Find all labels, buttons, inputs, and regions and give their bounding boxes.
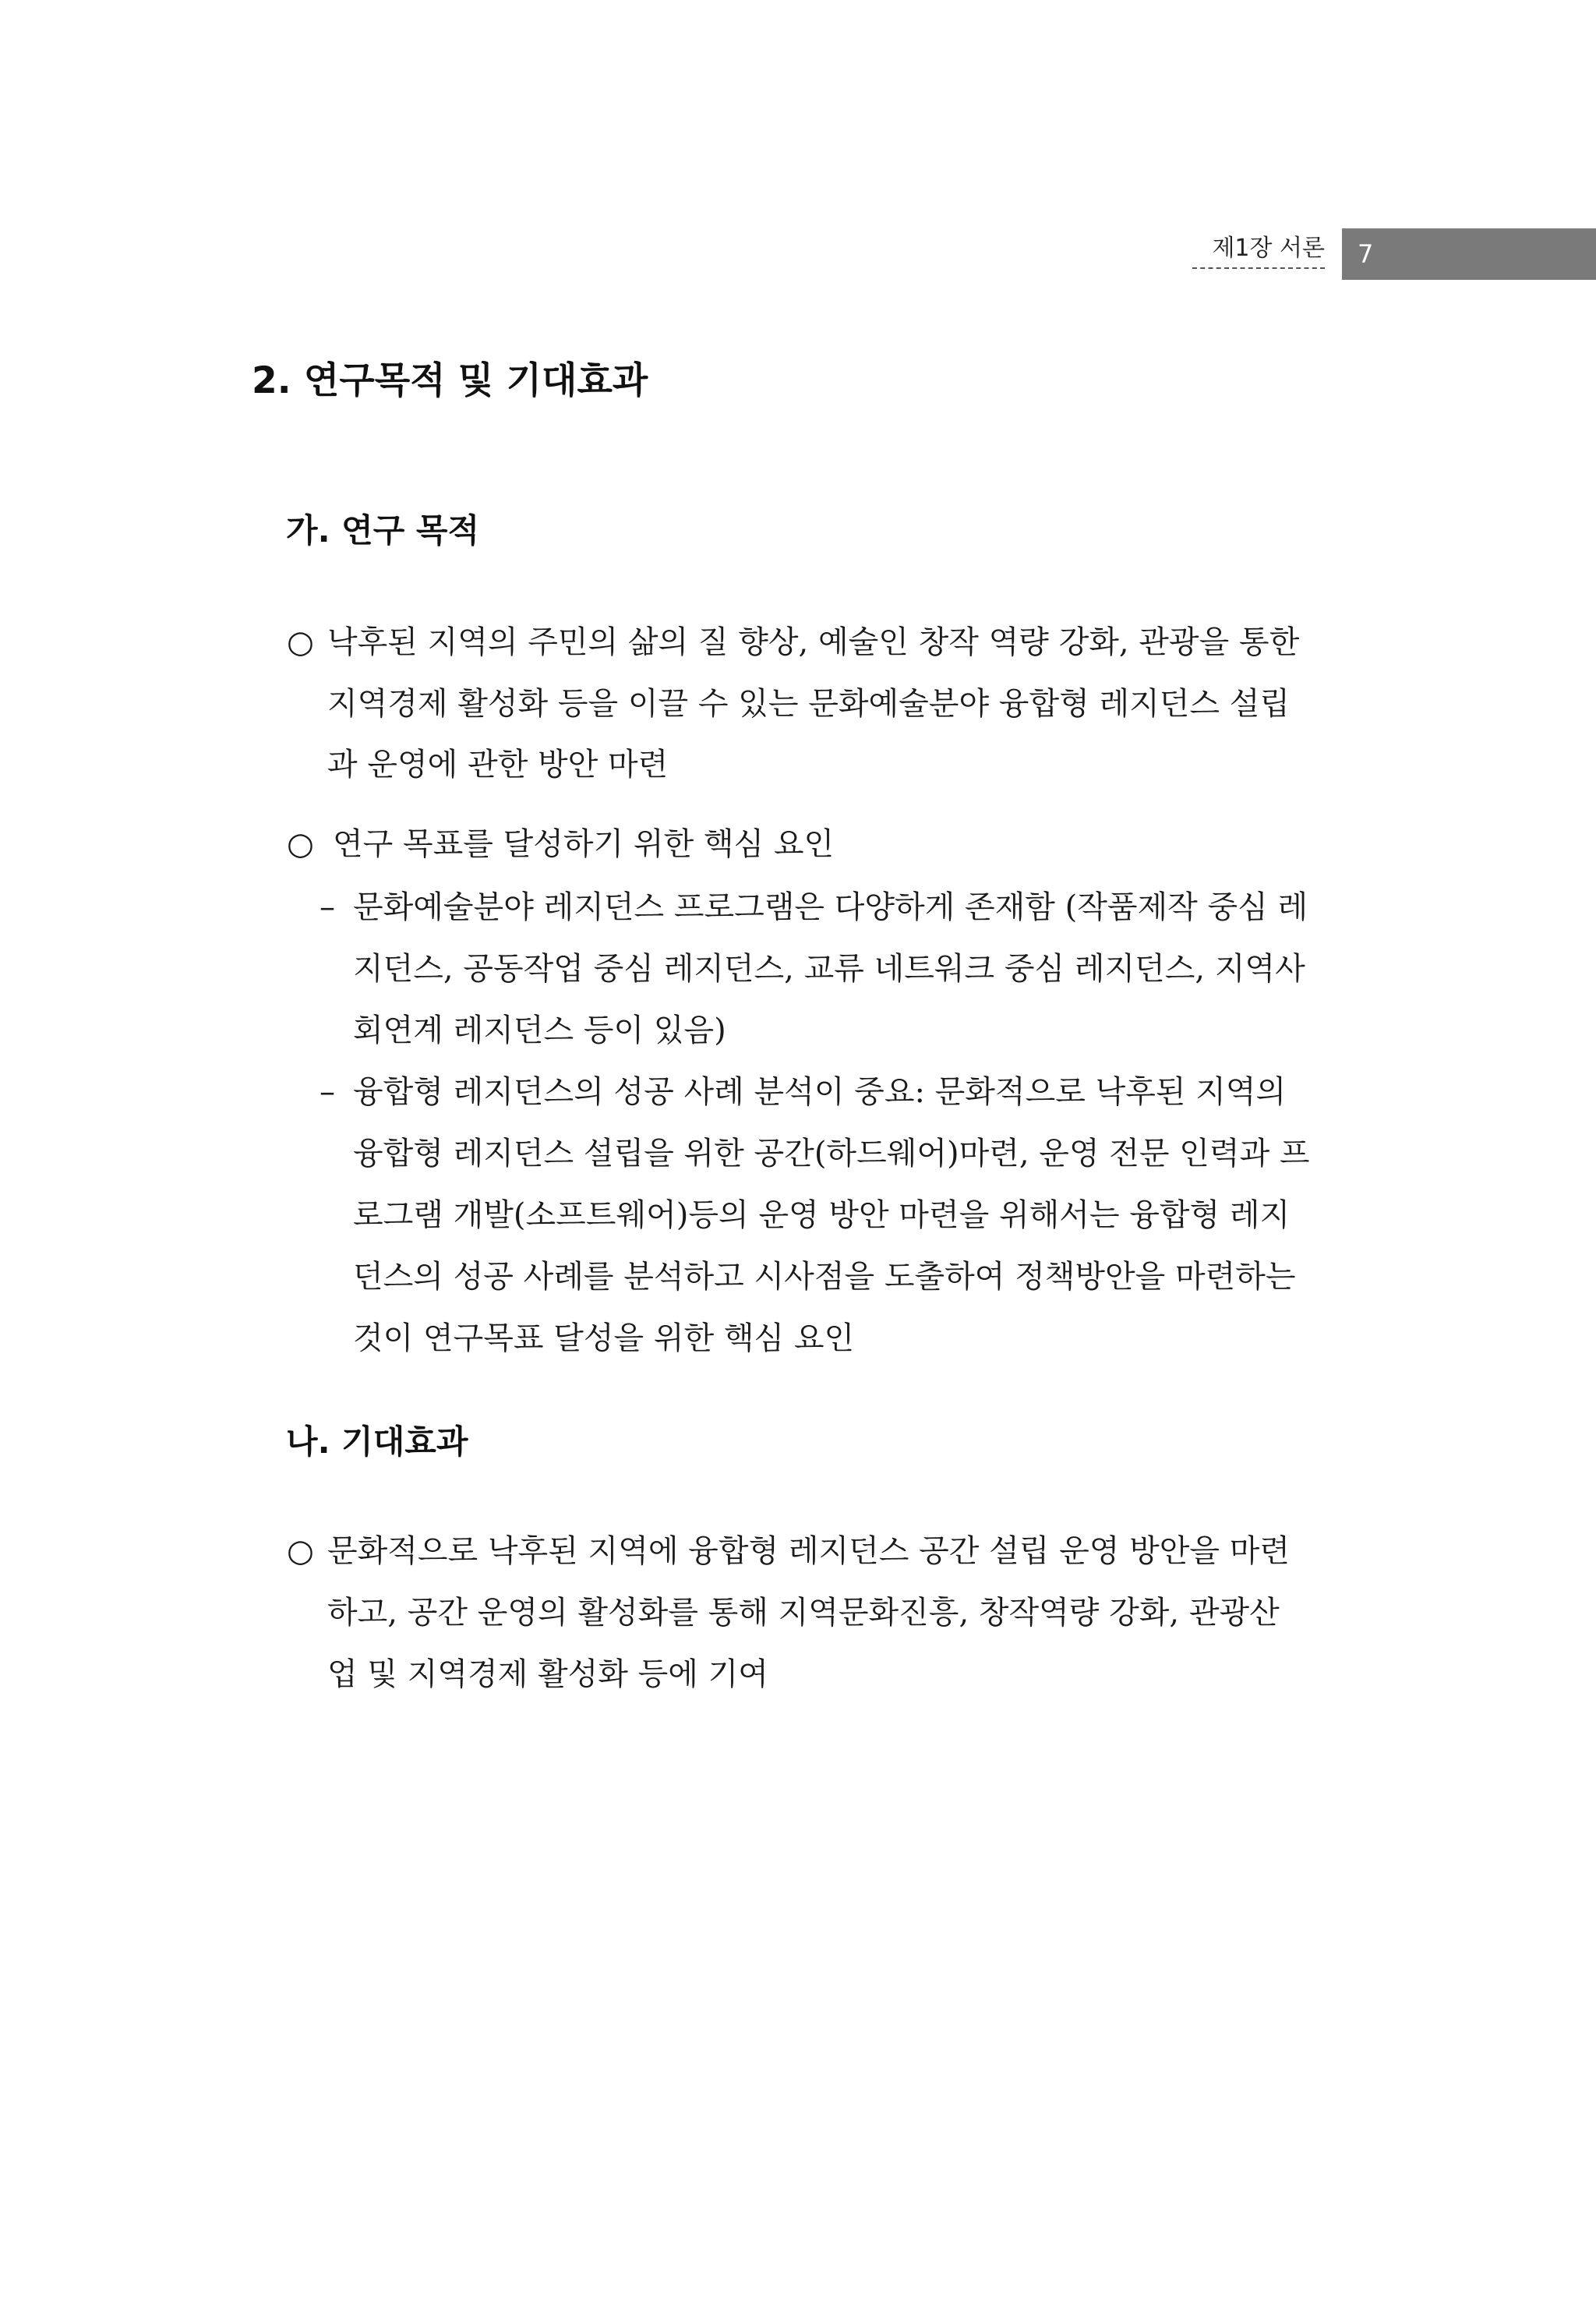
- dash-bullet-icon: –: [320, 889, 335, 925]
- section-title: 2. 연구목적 및 기대효과: [252, 359, 648, 402]
- effects-heading: 나. 기대효과: [286, 1423, 468, 1461]
- purpose-dash2-line5: 것이 연구목표 달성을 위한 핵심 요인: [353, 1320, 855, 1356]
- effects-bullet1-line1: 문화적으로 낙후된 지역에 융합형 레지던스 공간 설립 운영 방안을 마련: [327, 1533, 1290, 1569]
- circle-bullet-icon: ○: [287, 1533, 314, 1569]
- page-number-box: [1342, 228, 1596, 280]
- purpose-dash1-line3: 회연계 레지던스 등이 있음): [353, 1013, 726, 1048]
- page-number: 7: [1358, 239, 1374, 269]
- circle-bullet-icon: ○: [287, 826, 314, 862]
- running-header: [0, 228, 1596, 280]
- purpose-dash2-line2: 융합형 레지던스 설립을 위한 공간(하드웨어)마련, 운영 전문 인력과 프: [353, 1136, 1310, 1172]
- chapter-label: 제1장 서론: [1212, 235, 1325, 262]
- effects-bullet1-line3: 업 및 지역경제 활성화 등에 기여: [327, 1656, 768, 1692]
- purpose-dash1-line1: 문화예술분야 레지던스 프로그램은 다양하게 존재함 (작품제작 중심 레: [353, 889, 1308, 925]
- effects-bullet1-line2: 하고, 공간 운영의 활성화를 통해 지역문화진흥, 창작역량 강화, 관광산: [327, 1595, 1280, 1631]
- purpose-bullet1-line3: 과 운영에 관한 방안 마련: [327, 747, 669, 783]
- purpose-bullet1-line1: 낙후된 지역의 주민의 삶의 질 향상, 예술인 창작 역량 강화, 관광을 통한: [327, 624, 1300, 660]
- purpose-dash2-line4: 던스의 성공 사례를 분석하고 시사점을 도출하여 정책방안을 마련하는: [353, 1259, 1296, 1295]
- purpose-heading: 가. 연구 목적: [286, 511, 480, 550]
- purpose-dash2-line3: 로그램 개발(소프트웨어)등의 운영 방안 마련을 위해서는 융합형 레지: [353, 1197, 1291, 1233]
- purpose-dash2-line1: 융합형 레지던스의 성공 사례 분석이 중요: 문화적으로 낙후된 지역의: [353, 1074, 1287, 1110]
- purpose-bullet1-line2: 지역경제 활성화 등을 이끌 수 있는 문화예술분야 융합형 레지던스 설립: [327, 686, 1290, 722]
- purpose-dash1-line2: 지던스, 공동작업 중심 레지던스, 교류 네트워크 중심 레지던스, 지역사: [353, 951, 1305, 987]
- dash-bullet-icon: –: [320, 1074, 335, 1110]
- purpose-bullet2-line1: 연구 목표를 달성하기 위한 핵심 요인: [333, 826, 835, 862]
- chapter-underline: [1192, 267, 1325, 269]
- circle-bullet-icon: ○: [287, 624, 314, 660]
